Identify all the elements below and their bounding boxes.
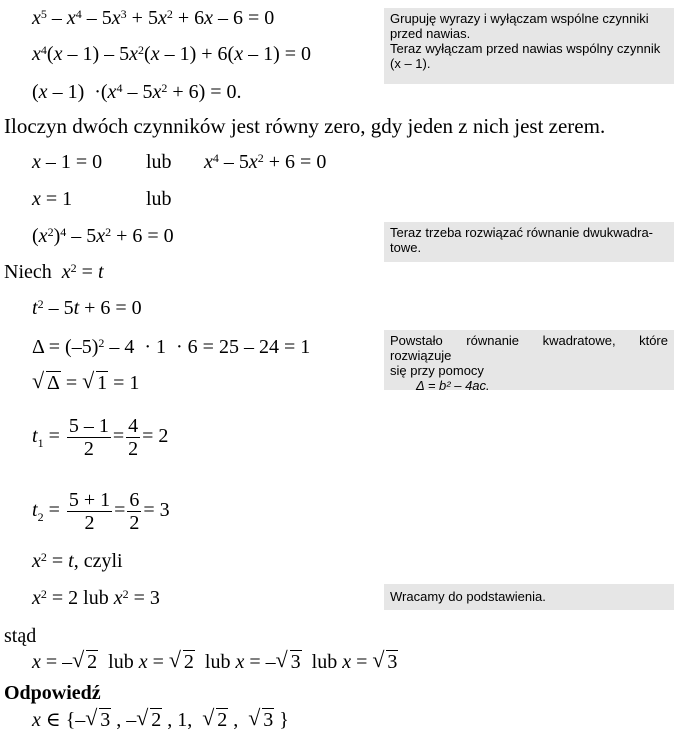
back-substitution: $x^2 = t$, czyli (32, 550, 123, 572)
equation-delta: $\Delta = (-5)^2 - 4 \cdot 1 \cdot 6 = 25 - 24 = 1$ (32, 336, 311, 358)
note-line: Powstało równanie kwadratowe, które rozwiązuje (390, 333, 668, 363)
stad-label: stąd (4, 625, 37, 647)
equation-t1: $t_1$ = $\frac{5 - 1}{2}$ = $\frac{4}{2}$ = 2 (32, 414, 169, 460)
note-biquadratic (384, 222, 674, 262)
lub-label-2: lub (146, 188, 172, 210)
equation-t2: $t_2$ = $\frac{5 + 1}{2}$ = $\frac{6}{2}$ = 3 (32, 488, 170, 534)
product-rule-text: Iloczyn dwóch czynników jest równy zero, gdy jeden z nich jest zerem. (4, 114, 606, 138)
equation-x-squared: $x^2 = 2$ lub $x^2 = 3$ (32, 587, 160, 609)
niech-label: Niech (4, 261, 52, 283)
answer-heading: Odpowiedź (4, 682, 101, 704)
substitution-line: Niech $x^2 = t$ (4, 261, 104, 283)
equation-4b: $x^4 - 5x^2 + 6 = 0$ (204, 151, 327, 173)
note-line: towe. (390, 240, 422, 255)
equation-4a: x – 1 = 0 (32, 151, 103, 173)
equation-sqrt-delta: √ Δ = √ 1 = 1 (32, 368, 140, 394)
note-line: Teraz wyłączam przed nawias wspólny czynnik (390, 41, 661, 56)
note-line: (x – 1). (390, 56, 431, 71)
note-grouping (384, 8, 674, 84)
equation-2: $x^4(x - 1) - 5x^2(x - 1) + 6(x - 1) = 0$ (32, 43, 312, 65)
equation-5: x = 1 (32, 188, 73, 210)
note-line: Grupuję wyrazy i wyłączam wspólne czynniki (390, 11, 649, 26)
note-line: przed nawias. (390, 26, 471, 41)
note-line: Teraz trzeba rozwiązać równanie dwukwadra- (390, 225, 654, 240)
equation-quadratic: $t^2 - 5t + 6 = 0$ (32, 297, 142, 319)
equation-6: $(x^2)^4 - 5x^2 + 6 = 0$ (32, 225, 174, 247)
equation-3: $(x - 1) \cdot(x^4 - 5x^2 + 6) = 0$. (32, 81, 242, 103)
note-line: Δ = b² – 4ac. (416, 378, 490, 393)
czyli-label: , czyli (73, 550, 123, 572)
note-line: się przy pomocy (390, 363, 484, 378)
lub-label-1: lub (146, 151, 172, 173)
note-quadratic (384, 330, 674, 393)
solutions-line: x = – √ 2 lub x = √ 2 lub x = – √ 3 lub x = √ 3 (32, 647, 398, 673)
equation-1: $x^5 - x^4 - 5x^3 + 5x^2 + 6x - 6 = 0$ (32, 7, 275, 29)
answer-set: x ∈ {– √ 3 , – √ 2 , 1, √ 2 , √ 3 } (32, 705, 289, 731)
note-back-substitution: Wracamy do podstawienia. (384, 584, 674, 610)
